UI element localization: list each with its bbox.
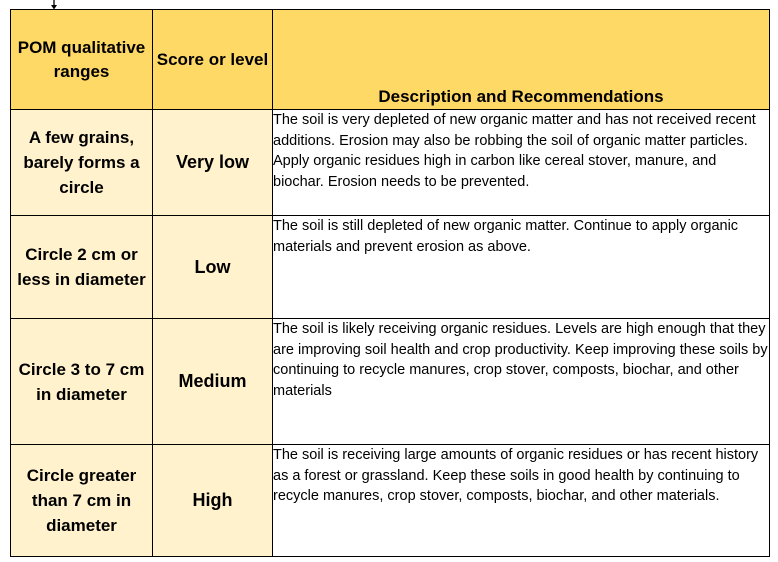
range-cell: A few grains, barely forms a circle: [11, 110, 153, 216]
table-row: [11, 445, 770, 557]
range-cell: Circle 3 to 7 cm in diameter: [11, 319, 153, 445]
table-row: [11, 319, 770, 445]
description-cell: The soil is likely receiving organic residues. Levels are high enough that they are improving soil health and crop productivity. Keep improving these soils by continuing to recycle manures, crop stover, composts, biochar, and other materials: [273, 319, 770, 445]
table-row: [11, 110, 770, 216]
description-cell: The soil is receiving large amounts of organic residues or has recent history as a forest or grassland. Keep these soils in good health by continuing to recycle manures, crop stover, composts, biochar, and other materials.: [273, 445, 770, 557]
description-cell: The soil is still depleted of new organic matter. Continue to apply organic materials and prevent erosion as above.: [273, 216, 770, 319]
pom-ranges-table: [10, 9, 770, 557]
description-cell: The soil is very depleted of new organic matter and has not received recent additions. Erosion may also be robbing the soil of organic matter particles. Apply organic residues high in carbon like cereal stover, manure, and biochar. Erosion needs to be prevented.: [273, 110, 770, 216]
level-cell: High: [153, 445, 273, 557]
header-score: Score or level: [153, 10, 273, 110]
level-cell: Very low: [153, 110, 273, 216]
header-description: Description and Recommendations: [273, 10, 770, 110]
level-cell: Medium: [153, 319, 273, 445]
header-row: [11, 10, 770, 110]
header-range: POM qualitative ranges: [11, 10, 153, 110]
level-cell: Low: [153, 216, 273, 319]
range-cell: Circle 2 cm or less in diameter: [11, 216, 153, 319]
table-row: [11, 216, 770, 319]
range-cell: Circle greater than 7 cm in diameter: [11, 445, 153, 557]
